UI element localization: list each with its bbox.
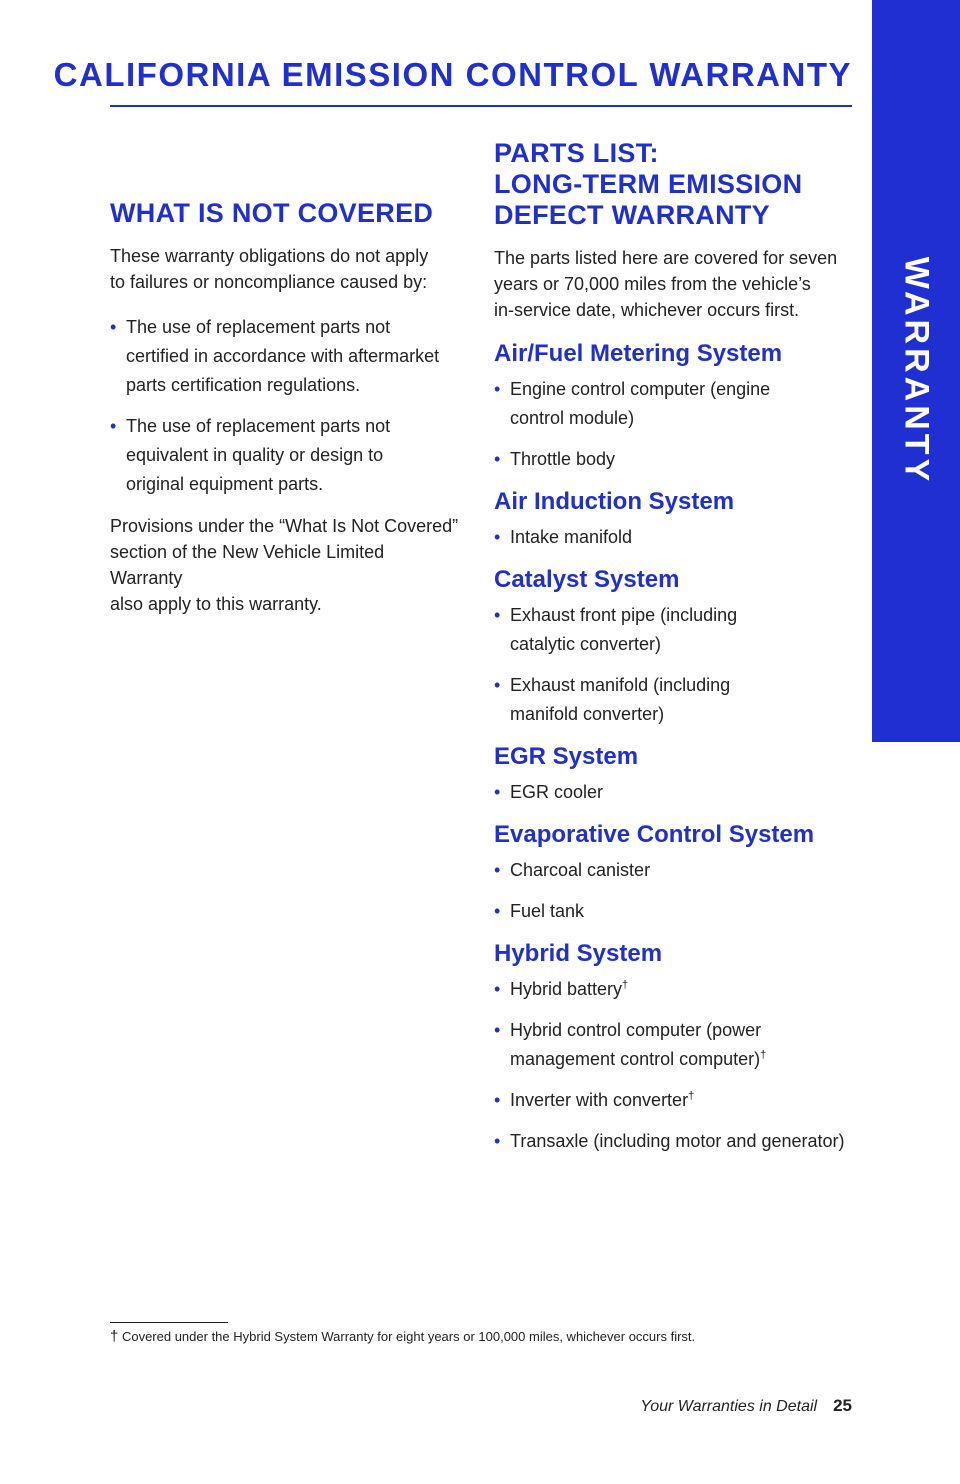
- dagger-mark: †: [760, 1049, 767, 1061]
- list-item-line: The use of replacement parts not: [126, 317, 391, 337]
- list-item-line: equivalent in quality or design to: [126, 445, 384, 465]
- list-item-line: parts certification regulations.: [126, 375, 361, 395]
- system-parts-list: [494, 375, 849, 474]
- intro-line: in-service date, whichever occurs first.: [494, 300, 800, 320]
- list-item-line: Engine control computer (engine: [510, 379, 771, 399]
- list-item-line: management control computer): [510, 1049, 761, 1069]
- list-item-line: catalytic converter): [510, 634, 662, 654]
- not-covered-heading: WHAT IS NOT COVERED: [110, 198, 434, 228]
- system-heading: EGR System: [494, 743, 639, 770]
- intro-line: to failures or noncompliance caused by:: [110, 272, 428, 292]
- list-item: [494, 1127, 849, 1156]
- heading-line: PARTS LIST:: [494, 138, 659, 168]
- list-item: [494, 856, 849, 885]
- page-number: 25: [833, 1396, 852, 1415]
- list-item: [110, 313, 460, 400]
- footnote-text: Covered under the Hybrid System Warranty for eight years or 100,000 miles, whichever occurs first.: [118, 1329, 696, 1344]
- list-item: [494, 975, 849, 1004]
- provisions-line: also apply to this warranty.: [110, 594, 322, 614]
- list-item-line: Hybrid battery: [510, 979, 623, 999]
- not-covered-list: [110, 313, 460, 499]
- list-item: [494, 375, 849, 433]
- parts-list-section: [494, 138, 849, 1156]
- title-divider: [110, 105, 852, 107]
- list-item-line: Hybrid control computer (power: [510, 1020, 762, 1040]
- system-parts-list: [494, 601, 849, 729]
- list-item: [110, 412, 460, 499]
- list-item-line: EGR cooler: [510, 782, 604, 802]
- systems-list: [494, 339, 849, 1156]
- intro-line: years or 70,000 miles from the vehicle’s: [494, 274, 811, 294]
- list-item-line: Transaxle (including motor and generator): [510, 1131, 845, 1151]
- system-heading: Catalyst System: [494, 566, 680, 593]
- dagger-mark: †: [622, 979, 629, 991]
- list-item-line: Intake manifold: [510, 527, 633, 547]
- system-heading: Hybrid System: [494, 940, 663, 967]
- system-heading: Evaporative Control System: [494, 821, 815, 848]
- list-item: [494, 778, 849, 807]
- list-item-line: Exhaust front pipe (including: [510, 605, 738, 625]
- page-footer: [640, 1396, 852, 1416]
- intro-line: These warranty obligations do not apply: [110, 246, 429, 266]
- system-parts-list: [494, 778, 849, 807]
- parts-list-heading: [494, 138, 849, 231]
- side-tab-label: WARRANTY: [897, 256, 936, 486]
- list-item-line: original equipment parts.: [126, 474, 324, 494]
- heading-line: DEFECT WARRANTY: [494, 200, 770, 230]
- list-item-line: Fuel tank: [510, 901, 585, 921]
- list-item: [494, 1016, 849, 1074]
- list-item-line: Throttle body: [510, 449, 616, 469]
- footer-text: Your Warranties in Detail: [640, 1398, 818, 1415]
- list-item: [494, 601, 849, 659]
- not-covered-intro: [110, 243, 460, 295]
- system-heading: Air/Fuel Metering System: [494, 340, 783, 367]
- list-item-line: Inverter with converter: [510, 1090, 689, 1110]
- parts-list-intro: [494, 245, 849, 323]
- system-parts-list: [494, 975, 849, 1156]
- system-parts-list: [494, 856, 849, 926]
- not-covered-provisions: [110, 513, 460, 617]
- provisions-line: Provisions under the “What Is Not Covered”: [110, 516, 459, 536]
- not-covered-section: [110, 198, 460, 617]
- footnote: [110, 1328, 870, 1346]
- intro-line: The parts listed here are covered for seven: [494, 248, 838, 268]
- footnote-mark: †: [110, 1328, 119, 1345]
- list-item-line: Exhaust manifold (including: [510, 675, 731, 695]
- provisions-line: section of the New Vehicle Limited Warranty: [110, 542, 385, 588]
- list-item-line: The use of replacement parts not: [126, 416, 391, 436]
- list-item-line: control module): [510, 408, 635, 428]
- list-item: [494, 671, 849, 729]
- system-parts-list: [494, 523, 849, 552]
- dagger-mark: †: [688, 1090, 695, 1102]
- list-item-line: manifold converter): [510, 704, 665, 724]
- list-item: [494, 445, 849, 474]
- list-item: [494, 523, 849, 552]
- list-item: [494, 897, 849, 926]
- heading-line: LONG-TERM EMISSION: [494, 169, 803, 199]
- page-title: CALIFORNIA EMISSION CONTROL WARRANTY: [53, 56, 852, 93]
- list-item-line: certified in accordance with aftermarket: [126, 346, 440, 366]
- list-item: [494, 1086, 849, 1115]
- system-heading: Air Induction System: [494, 488, 735, 515]
- list-item-line: Charcoal canister: [510, 860, 651, 880]
- footnote-divider: [110, 1322, 228, 1323]
